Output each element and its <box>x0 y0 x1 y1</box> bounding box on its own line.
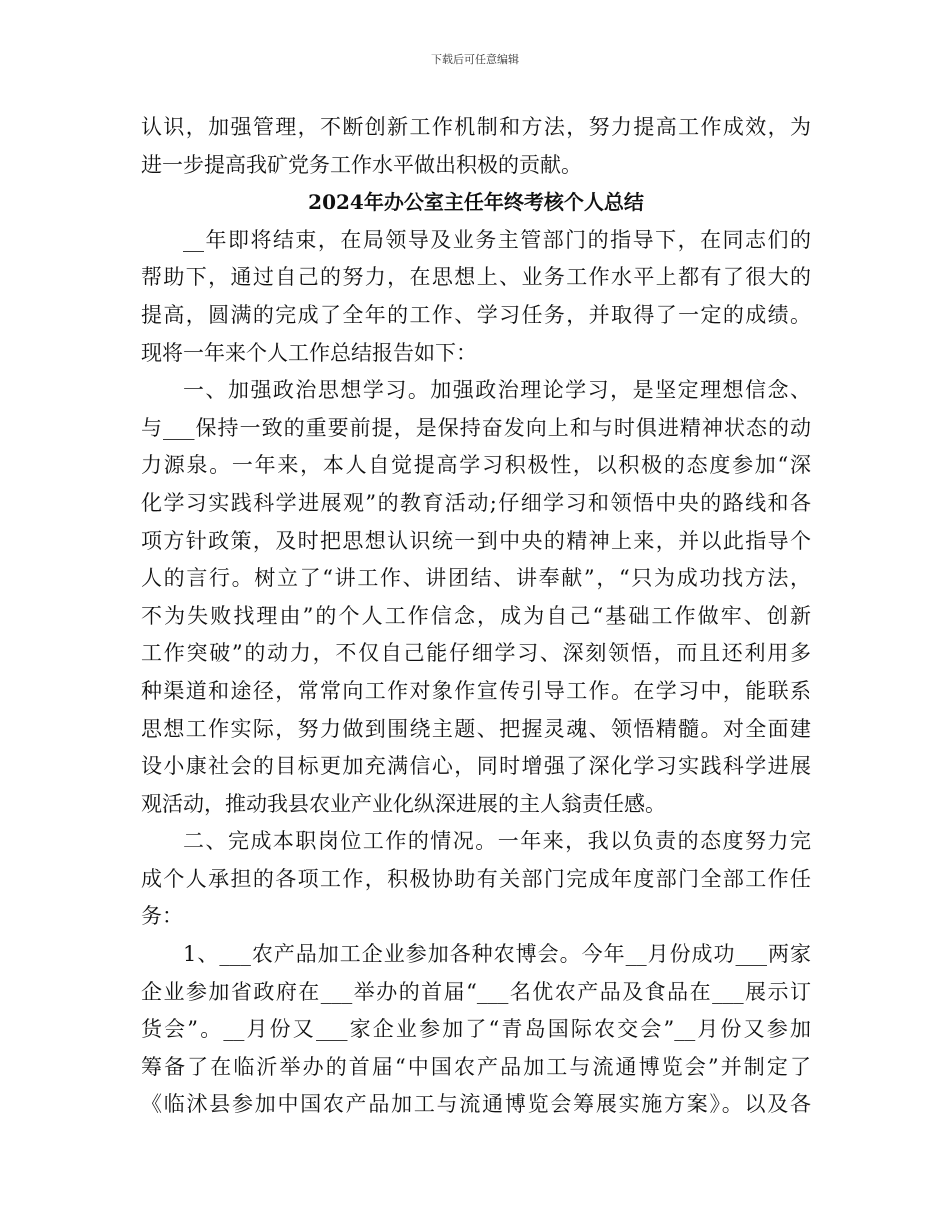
p2-line-1: 一、加强政治思想学习。加强政治理论学习，是坚定理想信念、 <box>183 378 811 403</box>
intro-line-1: 认识，加强管理，不断创新工作机制和方法，努力提高工作成效，为 <box>141 115 811 139</box>
document-title: 2024年办公室主任年终考核个人总结 <box>308 190 644 215</box>
p2-line-8: 工作突破”的动力，不仅自己能仔细学习、深刻领悟，而且还利用多 <box>141 641 811 666</box>
p2-line-4: 化学习实践科学进展观”的教育活动;仔细学习和领悟中央的路线和各 <box>141 490 811 515</box>
p2-line-6: 人的言行。树立了“讲工作、讲团结、讲奉献”，“只为成功找方法， <box>141 566 811 591</box>
p4-line-1: 1、___农产品加工企业参加各种农博会。今年__月份成功___两家 <box>183 942 811 967</box>
p2-line-3: 力源泉。一年来，本人自觉提高学习积极性，以积极的态度参加“深 <box>141 453 811 478</box>
document-body <box>141 109 811 1124</box>
p2-line-5: 项方针政策，及时把思想认识统一到中央的精神上来，并以此指导个 <box>141 528 811 553</box>
p4-line-2: 企业参加省政府在___举办的首届“___名优农产品及食品在___展示订 <box>141 979 811 1004</box>
p1-line-2: 帮助下，通过自己的努力，在思想上、业务工作水平上都有了很大的 <box>141 265 811 290</box>
p4-line-3: 货会”。__月份又___家企业参加了“青岛国际农交会”__月份又参加 <box>141 1017 811 1042</box>
p2-line-9: 种渠道和途径，常常向工作对象作宣传引导工作。在学习中，能联系 <box>141 678 811 703</box>
intro-line-2: 进一步提高我矿党务工作水平做出积极的贡献。 <box>141 152 582 177</box>
p2-line-11: 设小康社会的目标更加充满信心，同时增强了深化学习实践科学进展 <box>141 754 811 779</box>
p4-line-4: 筹备了在临沂举办的首届“中国农产品加工与流通博览会”并制定了 <box>141 1054 811 1079</box>
p4-line-5: 《临沭县参加中国农产品加工与流通博览会筹展实施方案》。以及各 <box>141 1092 811 1117</box>
page-header: 下载后可任意编辑 <box>431 53 519 66</box>
p3-line-1: 二、完成本职岗位工作的情况。一年来，我以负责的态度努力完 <box>183 829 811 854</box>
p3-line-2: 成个人承担的各项工作，积极协助有关部门完成年度部门全部工作任 <box>141 866 811 891</box>
p2-line-2: 与___保持一致的重要前提，是保持奋发向上和与时俱进精神状态的动 <box>141 415 811 440</box>
p3-line-3: 务： <box>141 904 183 929</box>
p2-line-7: 不为失败找理由”的个人工作信念，成为自己“基础工作做牢、创新 <box>141 603 811 628</box>
p1-line-4: 现将一年来个人工作总结报告如下： <box>141 340 477 365</box>
p2-line-12: 观活动，推动我县农业产业化纵深进展的主人翁责任感。 <box>141 791 666 816</box>
p1-line-3: 提高，圆满的完成了全年的工作、学习任务，并取得了一定的成绩。 <box>141 302 811 327</box>
p1-line-1: __年即将结束，在局领导及业务主管部门的指导下，在同志们的 <box>183 227 811 252</box>
p2-line-10: 思想工作实际，努力做到围绕主题、把握灵魂、领悟精髓。对全面建 <box>141 716 811 741</box>
